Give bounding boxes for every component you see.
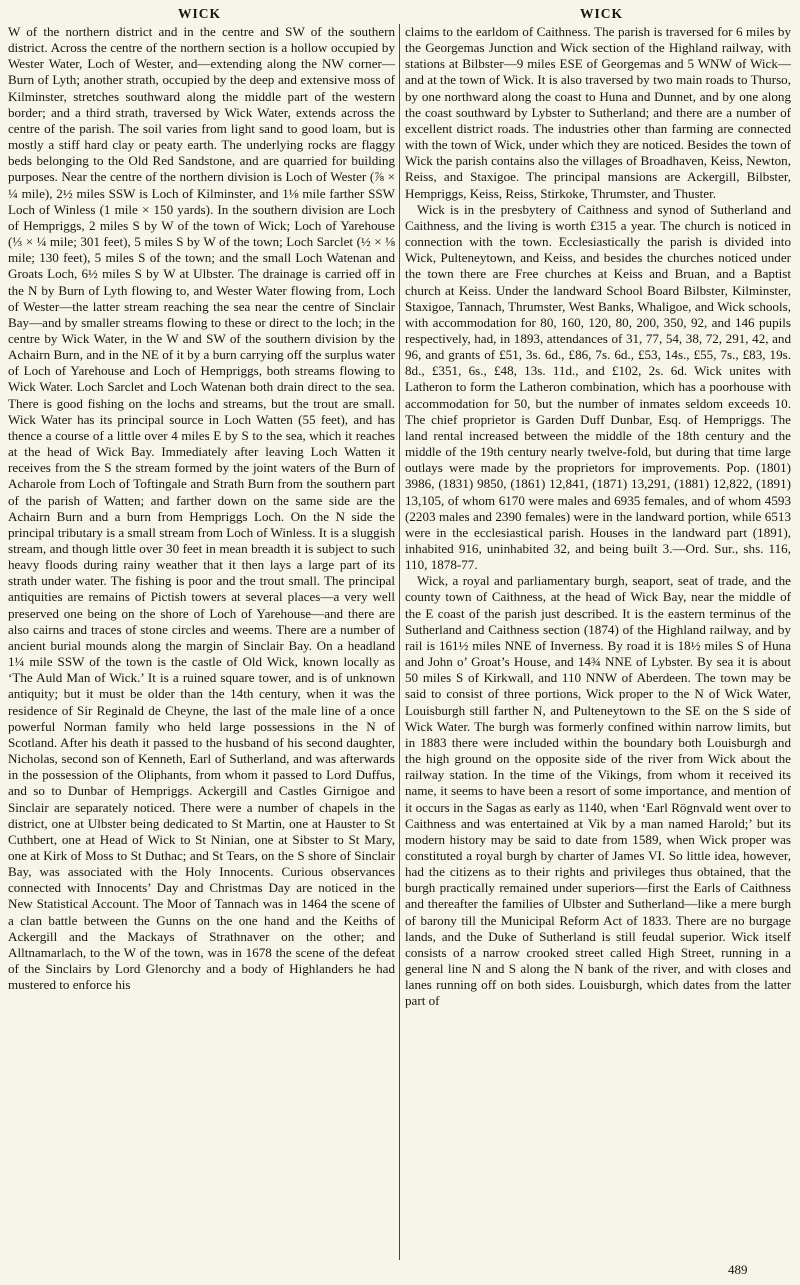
page-number: 489 [728,1262,748,1277]
right-paragraph-presbytery: Wick is in the presbytery of Caithness and synod of Sutherland and Caithness, and the living is worth £315 a year. The church is noticed in connection with the town. Ecclesiastically the parish is divided into Wick, Pulteneytown, and Keiss, and besides the churches noticed under the town there are Free churches at Keiss and Bruan, and a Baptist church at Keiss. Under the landward School Board Bilbster, Kilminster, Staxigoe, Tannach, Thrumster, West Banks, Whaligoe, and Wick schools, with accommodation for 80, 160, 120, 80, 200, 350, 92, and 146 pupils respectively, had, in 1893, attendances of 31, 77, 54, 38, 72, 291, 42, and 96, and grants of £51, 3s. 6d., £86, 7s. 6d., £53, 14s., £55, 7s., £83, 19s. 8d., £351, 6s., £48, 13s. 11d., and £102, 2s. 6d. Wick unites with Latheron to form the Latheron combination, which has a poorhouse with accommodation for 50, but the number of inmates seldom exceeds 10. The chief proprietor is Garden Duff Dunbar, Esq. of Hempriggs. The land rental increased between the middle of the 18th century and the middle of the 19th century nearly twelve-fold, but during that time large outlays were made by the proprietors for improvements. Pop. (1801) 3986, (1831) 9850, (1861) 12,841, (1871) 13,291, (1881) 12,822, (1891) 13,105, of whom 6170 were males and 6935 females, and of whom 4593 (2203 males and 2390 females) were in the landward portion, while 6513 were in the ecclesiastical parish. Houses in the landward part (1891), inhabited 916, uninhabited 32, and being built 3.—Ord. Sur., shs. 116, 110, 1878-77. [405,201,791,573]
running-header-left: WICK [178,6,222,21]
column-divider [399,24,400,1260]
right-paragraph-burgh: Wick, a royal and parliamentary burgh, seaport, seat of trade, and the county town of Caithness, at the head of Wick Bay, near the middle of the E coast of the parish just described. It is the eastern terminus of the Sutherland and Caithness section (1874) of the Highland railway, and by rail is 161½ miles NNE of Inverness. By road it is 18½ miles S of Huna and John o’ Groat’s House, and 14¾ NNE of Lybster. By sea it is about 50 miles S of Kirkwall, and 110 NNW of Aberdeen. The town may be said to consist of three portions, Wick proper to the N of Wick Water, Louisburgh still farther N, and Pulteneytown to the SE on the S side of Wick Water. The burgh was formerly confined within narrow limits, but in 1883 there were included within the boundary both Louisburgh and the high ground on the opposite side of the river from Wick about the railway station. In the time of the Vikings, from whom it received its name, it seems to have been a resort of some importance, and mention of it occurs in the Sagas as early as 1140, when ‘Earl Rögnvald went over to Caithness and was entertained at Vik by a man named Harold;’ but its modern history may be said to date from 1589, when Wick proper was constituted a royal burgh by charter of James VI. So little idea, however, had the citizens as to their rights and privileges thus obtained, that the burgh practically remained under superiors—first the Earls of Caithness and thereafter the families of Ulbster and Sutherland—like a mere burgh of barony till the Municipal Reform Act of 1833. There are no burgage lands, and the Duke of Sutherland is still feudal superior. Wick itself consists of a narrow crooked street called High Street, running in a general line N and S along the N bank of the river, and with closes and lanes running off on both sides. Louisburgh, which dates from the latter part of [405,573,791,1009]
right-column [405,24,791,1010]
running-header-right: WICK [580,6,624,21]
left-column [8,24,395,993]
left-paragraph: W of the northern district and in the centre and SW of the southern district. Across the centre of the northern section is a hollow occupied by Wester Water, Loch of Wester, and—extending along the NW corner—Burn of Lyth; another strath, occupied by the deep and extensive moss of Kilminster, stretches southward along the middle part of the western border; and a third strath, traversed by Wick Water, extends across the centre of the parish. The soil varies from light sand to good loam, but is mostly a stiff hard clay or peaty earth. The underlying rocks are flaggy beds belonging to the Old Red Sandstone, and are quarried for building purposes. Near the centre of the northern division is Loch of Wester (⅞ × ¼ mile), 2½ miles SSW is Loch of Kilminster, and 1⅛ mile farther SSW Loch of Winless (1 mile × 150 yards). In the southern division are Loch of Hempriggs, 2 miles S by W of the town of Wick; Loch of Yarehouse (⅓ × ¼ mile; 301 feet), 5 miles S by W of the town; Loch Sarclet (½ × ⅛ mile; 130 feet), 5 miles S of the town; and the small Loch Watenan and Groats Loch, 6½ miles S by W at Ulbster. The drainage is carried off in the N by Burn of Lyth flowing to, and Wester Water flowing from, Loch of Wester—the latter stream reaching the sea near the centre of Sinclair Bay—and by smaller streams flowing to these or direct to the loch; in the centre by Wick Water, in the W and SW of the southern division by the Achairn Burn, and in the NE of it by a burn carrying off the surplus water of Loch of Yarehouse and Loch of Hempriggs, both streams flowing to Wick Water. Loch Sarclet and Loch Watenan both drain direct to the sea. There is good fishing on the lochs and streams, but the trout are small. Wick Water has its principal source in Loch Watten (55 feet), and has thence a course of a little over 4 miles E by S to the sea, which it reaches at the head of Wick Bay. Immediately after leaving Loch Watten it receives from the S the stream formed by the joint waters of the Burn of Acharole from Loch of Toftingale and Strath Burn from the southern part of the parish of Watten; and farther down on the same side are the Achairn Burn and a burn from Hempriggs Loch. On the N side the principal tributary is a small stream from Loch of Winless. It is a sluggish stream, and though little over 30 feet in mean breadth it is subject to such heavy floods during rainy weather that it then lays a large part of its strath under water. The fishing is poor and the trout small. The principal antiquities are remains of Pictish towers at several places—a very well preserved one being on the shore of Loch of Yarehouse—and there are also cairns and traces of stone circles and weems. There are a number of ancient burial mounds along the margin of Sinclair Bay. On a headland 1¼ mile SSW of the town is the castle of Old Wick, known locally as ‘The Auld Man of Wick.’ It is a ruined square tower, and is of unknown antiquity; but it must be older than the 14th century, when it was the residence of Sir Reginald de Cheyne, the last of the male line of a once powerful Norman family who held large possessions in the N of Scotland. After his death it passed to the husband of his second daughter, Nicholas, second son of Kenneth, Earl of Sutherland, and was afterwards in the possession of the Oliphants, from whom it passed to Lord Duffus, and so to Dunbar of Hempriggs. Ackergill and Castles Girnigoe and Sinclair are separately noticed. There were a number of chapels in the district, one at Ulbster being dedicated to St Martin, one at Hauster to St Cuthbert, one at Head of Wick to St Ninian, one at Sibster to St Mary, one at Kirk of Moss to St Duthac; and St Tears, on the S shore of Sinclair Bay, was associated with the Holy Innocents. Curious observances connected with Innocents’ Day and Christmas Day are noticed in the New Statistical Account. The Moor of Tannach was in 1464 the scene of a clan battle between the Gunns on the one hand and the Keiths of Ackergill and the Mackays of Strathnaver on the other; and Alltnamarlach, to the W of the town, was in 1678 the scene of the defeat of the Sinclairs by Lord Glenorchy and a body of Highlanders he had mustered to enforce his [8,24,395,993]
right-paragraph-parish-roads: claims to the earldom of Caithness. The parish is traversed for 6 miles by the Georgemas Junction and Wick section of the Highland railway, with stations at Bilbster—9 miles ESE of Georgemas and 5 WNW of Wick—and at the town of Wick. It is also traversed by two main roads to Thurso, by one northward along the coast to Huna and Dunnet, and by one along the coast southward by Lybster to Sutherland; and there are a number of excellent district roads. The industries other than farming are connected with the town of Wick, under which they are noticed. Besides the town of Wick the parish contains also the villages of Broadhaven, Keiss, Newton, Reiss, and Staxigoe. The principal mansions are Ackergill, Bilbster, Hempriggs, Keiss, Reiss, Stirkoke, Thrumster, and Thuster. [405,24,791,201]
